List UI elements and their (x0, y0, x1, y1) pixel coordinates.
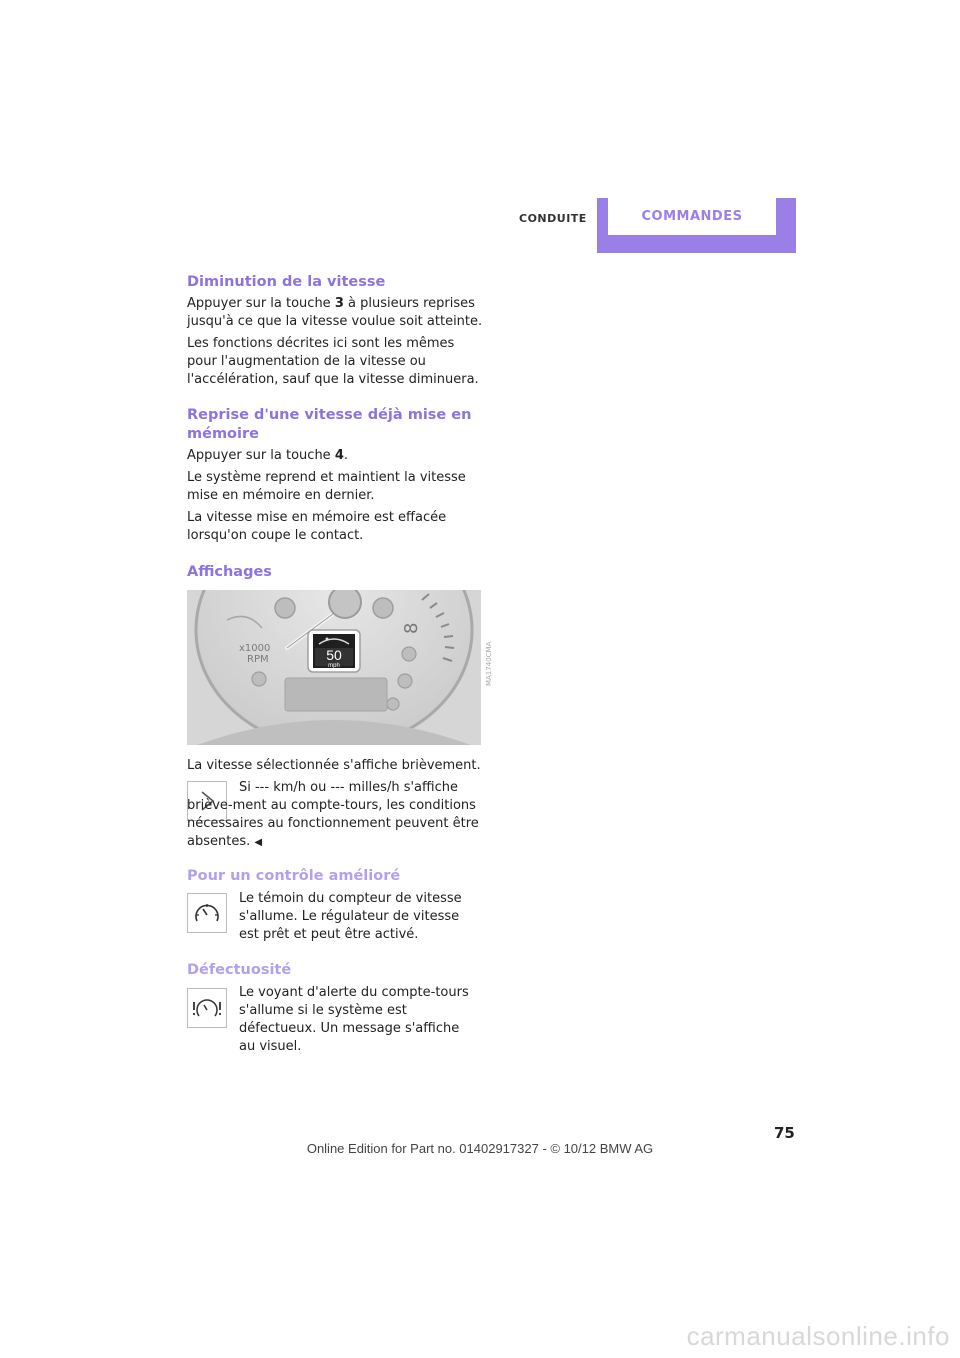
note-text: Si --- km/h ou --- milles/h s'affiche briève-ment au compte-tours, les conditions nécessaires au fonctionnement peuvent être absentes. (187, 780, 479, 849)
paragraph-diminution-1 (187, 295, 487, 331)
paragraph-reprise-3: La vitesse mise en mémoire est effacée lorsqu'on coupe le contact. (187, 510, 447, 543)
tachometer-illustration (187, 590, 481, 745)
rpm-unit-label: RPM (247, 654, 269, 665)
tick-8-label: 8 (401, 622, 422, 634)
paragraph-controle: Le témoin du compteur de vitesse s'allume. Le régulateur de vitesse est prêt et peut être activé. (239, 891, 462, 942)
speed-unit-text: mph (328, 663, 340, 669)
speedometer-icon (192, 900, 222, 926)
chapter-tab (597, 198, 796, 253)
text-segment: Appuyer sur la touche (187, 448, 335, 463)
paragraph-reprise-2: Le système reprend et maintient la vitesse mise en mémoire en dernier. (187, 470, 466, 503)
text-segment: Appuyer sur la touche (187, 296, 335, 311)
chapter-tab-label: COMMANDES (608, 198, 776, 235)
section-label: CONDUITE (519, 212, 587, 225)
paragraph-defectuosite: Le voyant d'alerte du compte-tours s'allume si le système est défectueux. Un message s'affiche au visuel. (239, 985, 469, 1054)
watermark-text: carmanualsonline.info (686, 1321, 950, 1351)
page-number: 75 (774, 1124, 795, 1142)
speedometer-warning-icon (191, 995, 223, 1021)
instrument-cluster-figure (187, 590, 481, 745)
figure-caption: La vitesse sélectionnée s'affiche brièvement. (187, 758, 481, 773)
heading-controle: Pour un contrôle amélioré (187, 868, 401, 884)
key-number: 3 (334, 296, 344, 311)
speed-value-text: 50 (326, 647, 342, 663)
cruise-indicator-icon-box (187, 893, 227, 933)
end-mark: ◀ (254, 837, 263, 848)
key-number: 4 (334, 448, 344, 463)
paragraph-reprise-1 (187, 447, 487, 465)
rpm-scale-label: x1000 (239, 643, 271, 654)
footer-edition: Online Edition for Part no. 01402917327 - © 10/12 BMW AG (306, 1141, 654, 1156)
heading-affichages: Affichages (187, 564, 272, 580)
heading-diminution: Diminution de la vitesse (187, 274, 386, 290)
figure-code: MA1740CMA (485, 641, 493, 686)
warning-indicator-icon-box (187, 988, 227, 1028)
text-segment: à plusieurs reprises jusqu'à ce que la vitesse voulue soit atteinte. (187, 296, 483, 329)
note-paragraph (187, 779, 487, 852)
heading-reprise: Reprise d'une vitesse déjà mise en mémoire (187, 407, 472, 442)
text-segment: . (343, 448, 348, 463)
paragraph-diminution-2: Les fonctions décrites ici sont les mêmes pour l'augmentation de la vitesse ou l'accélération, sauf que la vitesse diminuera. (187, 336, 479, 387)
heading-defectuosite: Défectuosité (187, 962, 292, 978)
